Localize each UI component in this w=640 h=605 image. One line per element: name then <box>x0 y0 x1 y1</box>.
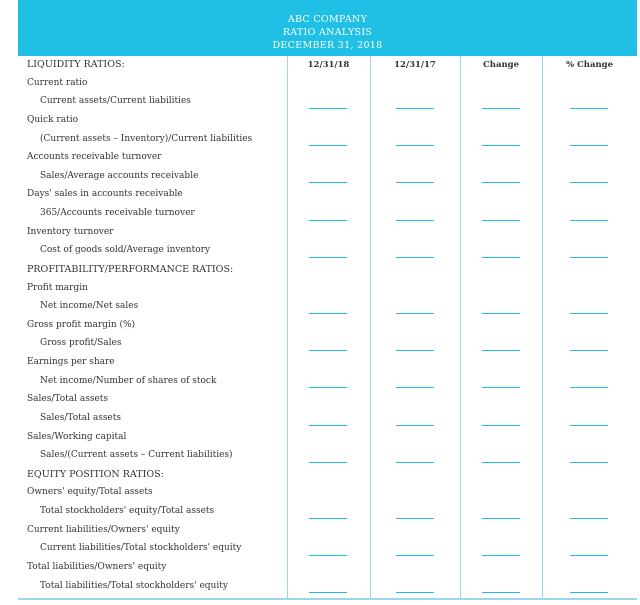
table-bottom-border <box>18 598 637 600</box>
ratio-name: Current ratio <box>27 77 88 88</box>
answer-blank-2018[interactable] <box>309 257 347 258</box>
ratio-formula: (Current assets – Inventory)/Current liabilities <box>40 133 253 144</box>
ratio-formula: Total liabilities/Total stockholders' equity <box>40 580 228 591</box>
ratio-name-row <box>18 429 637 448</box>
ratio-formula: Net income/Number of shares of stock <box>40 375 217 386</box>
ratio-formula: Cost of goods sold/Average inventory <box>40 245 211 256</box>
answer-blank-change[interactable] <box>482 257 520 258</box>
ratio-name: Current liabilities/Owners' equity <box>27 524 180 535</box>
section-heading-row <box>18 261 637 280</box>
answer-blank-percent-change[interactable] <box>570 518 608 519</box>
answer-blank-2017[interactable] <box>396 518 434 519</box>
column-header-change: Change <box>483 60 519 70</box>
ratio-name-row <box>18 391 637 410</box>
answer-blank-2018[interactable] <box>309 350 347 351</box>
section-heading: PROFITABILITY/PERFORMANCE RATIOS: <box>27 263 234 275</box>
ratio-formula-row <box>18 503 637 522</box>
answer-blank-2017[interactable] <box>396 555 434 556</box>
answer-blank-2018[interactable] <box>309 555 347 556</box>
ratio-name-row <box>18 522 637 541</box>
ratio-formula: Sales/Average accounts receivable <box>40 170 199 181</box>
answer-blank-2018[interactable] <box>309 592 347 593</box>
section-heading-row <box>18 56 637 75</box>
ratio-name: Days' sales in accounts receivable <box>27 189 183 200</box>
ratio-name: Earnings per share <box>27 357 115 368</box>
answer-blank-2017[interactable] <box>396 313 434 314</box>
answer-blank-2018[interactable] <box>309 108 347 109</box>
ratio-name: Profit margin <box>27 282 88 293</box>
ratio-name-row <box>18 354 637 373</box>
answer-blank-2017[interactable] <box>396 592 434 593</box>
ratio-formula: 365/Accounts receivable turnover <box>40 208 195 219</box>
answer-blank-2017[interactable] <box>396 462 434 463</box>
answer-blank-percent-change[interactable] <box>570 108 608 109</box>
answer-blank-change[interactable] <box>482 555 520 556</box>
answer-blank-2018[interactable] <box>309 425 347 426</box>
answer-blank-percent-change[interactable] <box>570 220 608 221</box>
ratio-name-row <box>18 317 637 336</box>
answer-blank-2018[interactable] <box>309 462 347 463</box>
report-date: DECEMBER 31, 2018 <box>272 40 383 51</box>
answer-blank-change[interactable] <box>482 387 520 388</box>
answer-blank-percent-change[interactable] <box>570 387 608 388</box>
answer-blank-percent-change[interactable] <box>570 313 608 314</box>
answer-blank-percent-change[interactable] <box>570 257 608 258</box>
ratio-formula-row <box>18 298 637 317</box>
ratio-name: Total liabilities/Owners' equity <box>27 562 167 572</box>
ratio-name-row <box>18 484 637 503</box>
answer-blank-2017[interactable] <box>396 257 434 258</box>
report-title: RATIO ANALYSIS <box>282 27 373 38</box>
answer-blank-2017[interactable] <box>396 182 434 183</box>
answer-blank-change[interactable] <box>482 592 520 593</box>
ratio-name-row <box>18 280 637 299</box>
answer-blank-change[interactable] <box>482 462 520 463</box>
section-heading: EQUITY POSITION RATIOS: <box>27 468 164 480</box>
ratio-analysis-form <box>18 0 637 600</box>
ratio-name-row <box>18 224 637 243</box>
ratio-name: Owners' equity/Total assets <box>27 487 153 498</box>
ratio-formula-row <box>18 447 637 466</box>
section-heading: LIQUIDITY RATIOS: <box>27 59 125 70</box>
ratio-name-row <box>18 186 637 205</box>
ratio-table <box>18 56 637 600</box>
ratio-name-row <box>18 149 637 168</box>
ratio-formula-row <box>18 93 637 112</box>
ratio-formula-row <box>18 335 637 354</box>
ratio-formula: Total stockholders' equity/Total assets <box>40 506 215 517</box>
column-header-percent-change: % Change <box>565 60 614 70</box>
ratio-name-row <box>18 559 637 578</box>
answer-blank-2018[interactable] <box>309 182 347 183</box>
answer-blank-2017[interactable] <box>396 220 434 221</box>
ratio-name: Sales/Total assets <box>27 394 108 405</box>
answer-blank-2017[interactable] <box>396 108 434 109</box>
ratio-formula-row <box>18 540 637 559</box>
ratio-name: Sales/Working capital <box>27 431 127 442</box>
answer-blank-2018[interactable] <box>309 518 347 519</box>
company-name: ABC COMPANY <box>287 14 368 25</box>
ratio-name: Quick ratio <box>27 114 78 125</box>
report-header <box>18 0 637 56</box>
answer-blank-percent-change[interactable] <box>570 555 608 556</box>
answer-blank-percent-change[interactable] <box>570 592 608 593</box>
answer-blank-change[interactable] <box>482 182 520 183</box>
ratio-formula-row <box>18 168 637 187</box>
ratio-formula: Sales/(Current assets – Current liabilities) <box>40 450 233 461</box>
answer-blank-2018[interactable] <box>309 220 347 221</box>
answer-blank-percent-change[interactable] <box>570 425 608 426</box>
answer-blank-percent-change[interactable] <box>570 462 608 463</box>
answer-blank-change[interactable] <box>482 313 520 314</box>
ratio-name-row <box>18 112 637 131</box>
answer-blank-2017[interactable] <box>396 145 434 146</box>
column-header-2018: 12/31/18 <box>307 60 350 70</box>
ratio-formula-row <box>18 410 637 429</box>
answer-blank-2017[interactable] <box>396 387 434 388</box>
ratio-name-row <box>18 75 637 94</box>
ratio-formula: Net income/Net sales <box>40 301 139 312</box>
ratio-name: Gross profit margin (%) <box>27 319 136 330</box>
answer-blank-change[interactable] <box>482 425 520 426</box>
ratio-formula-row <box>18 578 637 597</box>
answer-blank-2017[interactable] <box>396 425 434 426</box>
ratio-name: Accounts receivable turnover <box>27 152 162 163</box>
ratio-formula-row <box>18 373 637 392</box>
ratio-formula: Sales/Total assets <box>40 412 121 423</box>
column-header-2017: 12/31/17 <box>394 60 436 70</box>
ratio-formula: Current assets/Current liabilities <box>40 96 191 107</box>
ratio-formula-row <box>18 205 637 224</box>
answer-blank-change[interactable] <box>482 350 520 351</box>
ratio-formula-row <box>18 131 637 150</box>
section-heading-row <box>18 466 637 485</box>
answer-blank-change[interactable] <box>482 145 520 146</box>
answer-blank-2018[interactable] <box>309 145 347 146</box>
ratio-name: Inventory turnover <box>27 226 114 237</box>
answer-blank-change[interactable] <box>482 220 520 221</box>
answer-blank-2018[interactable] <box>309 313 347 314</box>
answer-blank-percent-change[interactable] <box>570 182 608 183</box>
answer-blank-change[interactable] <box>482 518 520 519</box>
ratio-formula-row <box>18 242 637 261</box>
answer-blank-2018[interactable] <box>309 387 347 388</box>
answer-blank-percent-change[interactable] <box>570 145 608 146</box>
ratio-formula: Gross profit/Sales <box>40 338 122 349</box>
answer-blank-2017[interactable] <box>396 350 434 351</box>
answer-blank-change[interactable] <box>482 108 520 109</box>
answer-blank-percent-change[interactable] <box>570 350 608 351</box>
ratio-formula: Current liabilities/Total stockholders' equity <box>40 543 242 554</box>
